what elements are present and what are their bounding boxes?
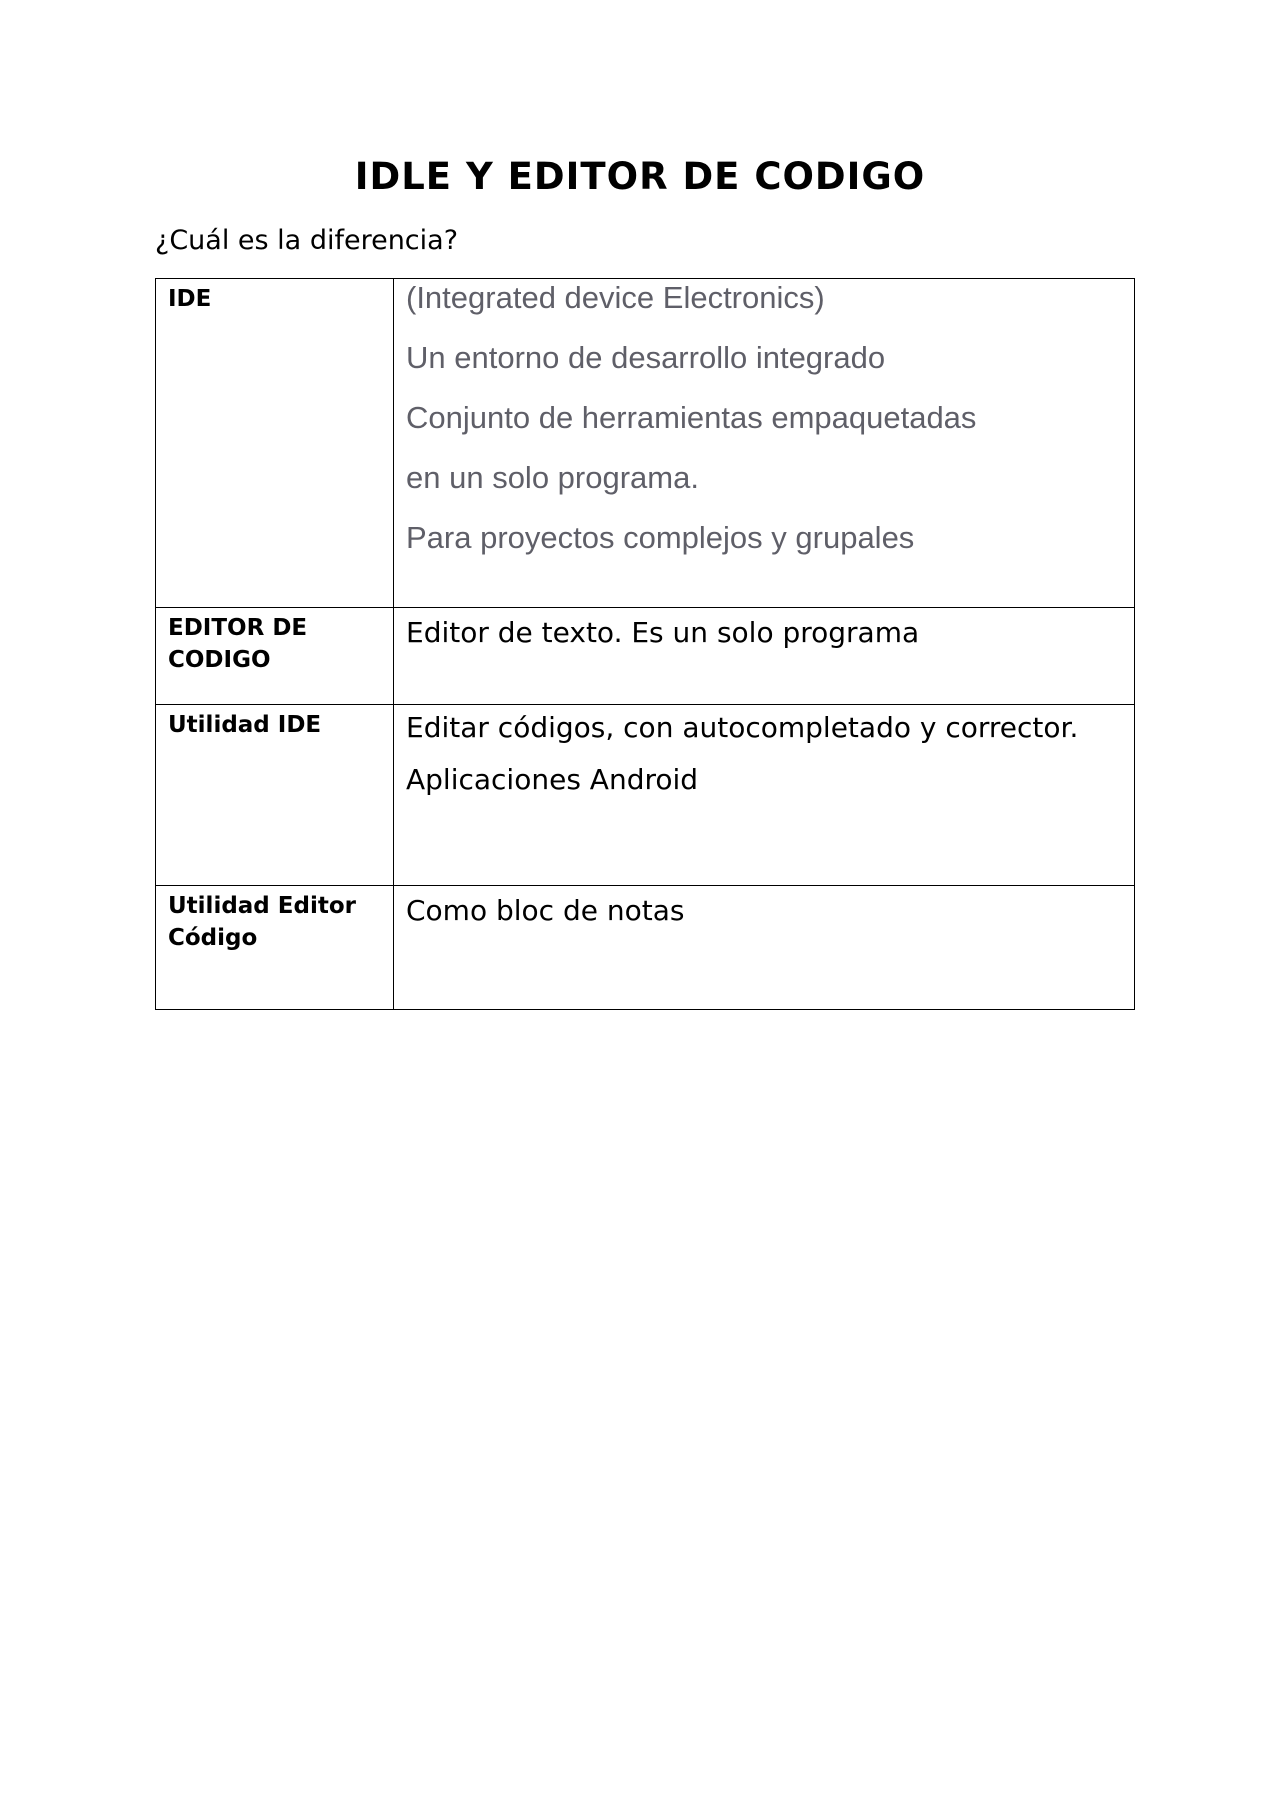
description-cell-editor bbox=[394, 608, 1135, 705]
ide-line-5: Para proyectos complejos y grupales bbox=[406, 520, 915, 555]
utilidad-ide-line-2: Aplicaciones Android bbox=[406, 763, 699, 796]
editor-line-1: Editor de texto. Es un solo programa bbox=[406, 616, 920, 649]
document-title: IDLE Y EDITOR DE CODIGO bbox=[354, 155, 926, 198]
term-cell-utilidad-editor: Utilidad Editor Código bbox=[156, 886, 394, 1010]
ide-line-3: Conjunto de herramientas empaquetadas bbox=[406, 400, 977, 435]
description-cell-utilidad-editor bbox=[394, 886, 1135, 1010]
table-row-editor bbox=[156, 608, 1135, 705]
description-cell-ide bbox=[394, 279, 1135, 608]
utilidad-editor-line-1: Como bloc de notas bbox=[406, 894, 685, 927]
ide-line-1: (Integrated device Electronics) bbox=[406, 280, 825, 315]
term-cell-utilidad-ide: Utilidad IDE bbox=[156, 705, 394, 886]
table-row-ide bbox=[156, 279, 1135, 608]
description-cell-utilidad-ide bbox=[394, 705, 1135, 886]
term-cell-ide: IDE bbox=[156, 279, 394, 608]
ide-line-4: en un solo programa. bbox=[406, 460, 699, 495]
table-row-utilidad-editor bbox=[156, 886, 1135, 1010]
term-cell-editor: EDITOR DE CODIGO bbox=[156, 608, 394, 705]
comparison-table bbox=[155, 278, 1135, 1010]
table-row-utilidad-ide bbox=[156, 705, 1135, 886]
utilidad-ide-line-1: Editar códigos, con autocompletado y corrector. bbox=[406, 711, 1079, 744]
document-subtitle: ¿Cuál es la diferencia? bbox=[155, 225, 459, 256]
ide-line-2: Un entorno de desarrollo integrado bbox=[406, 340, 886, 375]
